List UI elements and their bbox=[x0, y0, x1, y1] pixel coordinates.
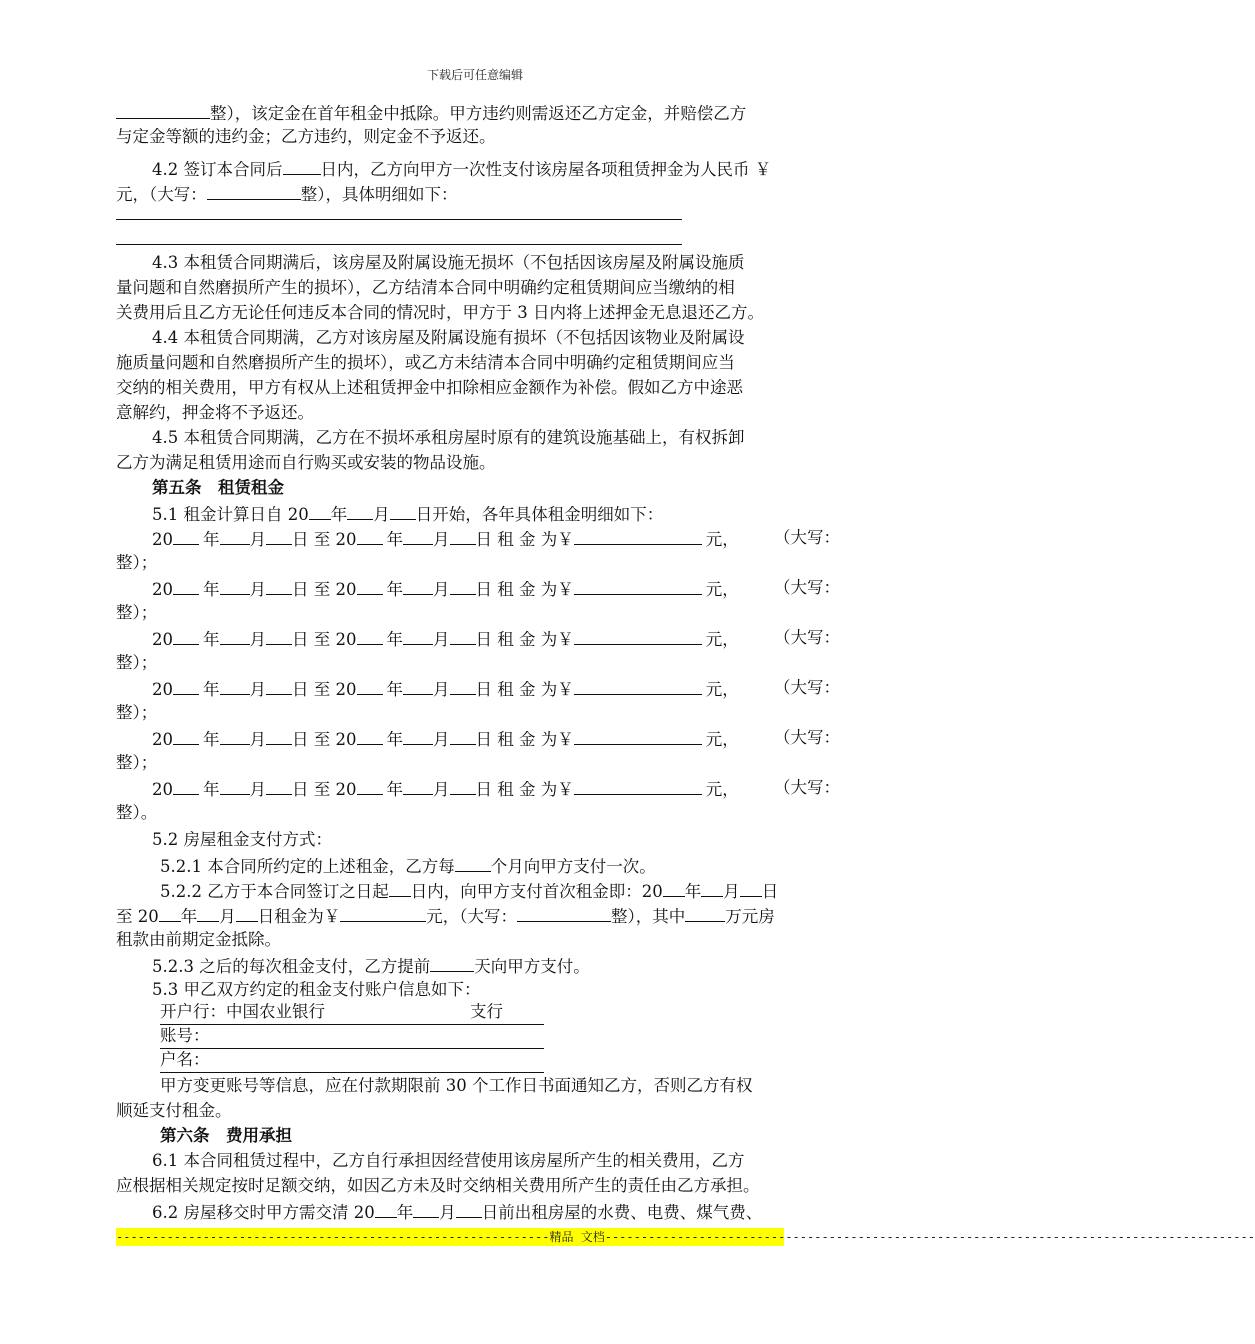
blank-field bbox=[450, 626, 476, 645]
text: 5.2.2 乙方于本合同签订之日起 bbox=[160, 882, 389, 901]
text: 日内，向甲方支付首次租金即：20 bbox=[410, 882, 663, 901]
text: 年 bbox=[386, 680, 403, 699]
text: 整），具体明细如下： bbox=[300, 185, 458, 204]
text: 月 bbox=[219, 907, 236, 926]
clause-4-4-line: 交纳的相关费用，甲方有权从上述租赁押金中扣除相应金额作为补偿。假如乙方中途恶 bbox=[116, 378, 743, 397]
clause-5-2-title: 5.2 房屋租金支付方式： bbox=[152, 830, 332, 849]
footer-dashes-left: ------------------------------------------------------------ bbox=[116, 1230, 550, 1244]
footer-dashes-right: ------------------------------------------------------------------------------------------ bbox=[604, 1230, 1255, 1244]
blank-field bbox=[450, 526, 476, 545]
blank-line bbox=[116, 244, 682, 245]
blank-field bbox=[574, 526, 702, 545]
text: 日 至 20 bbox=[292, 530, 357, 549]
text: 20 bbox=[152, 530, 173, 549]
text: 年 bbox=[203, 680, 220, 699]
text: 月 bbox=[249, 780, 266, 799]
blank-field bbox=[663, 878, 685, 897]
blank-field bbox=[403, 576, 433, 595]
text: 年 bbox=[203, 730, 220, 749]
blank-field bbox=[220, 626, 250, 645]
blank-field bbox=[220, 726, 250, 745]
text: 日 租 金 为￥ bbox=[475, 730, 574, 749]
rent-row bbox=[152, 626, 840, 652]
text: 月 bbox=[249, 730, 266, 749]
text: 月 bbox=[249, 630, 266, 649]
blank-field bbox=[450, 776, 476, 795]
text: 年 bbox=[386, 580, 403, 599]
blank-field bbox=[403, 776, 433, 795]
blank-field bbox=[266, 626, 292, 645]
text: 年 bbox=[386, 630, 403, 649]
clause-6-2-line bbox=[152, 1199, 762, 1225]
blank-field bbox=[220, 526, 250, 545]
text: 日开始，各年具体租金明细如下： bbox=[415, 505, 664, 524]
clause-5-2-2-line1 bbox=[160, 878, 778, 904]
text: 年 bbox=[203, 530, 220, 549]
text: 日 租 金 为￥ bbox=[475, 580, 574, 599]
text: 日 至 20 bbox=[292, 630, 357, 649]
blank-field bbox=[116, 100, 210, 119]
blank-field bbox=[389, 878, 411, 897]
text: 日前出租房屋的水费、电费、煤气费、 bbox=[481, 1203, 763, 1222]
text: 20 bbox=[152, 630, 173, 649]
text: 元，（大写： bbox=[116, 185, 207, 204]
text: 天向甲方支付。 bbox=[474, 957, 590, 976]
text: 月 bbox=[249, 530, 266, 549]
paragraph-line bbox=[116, 100, 746, 126]
clause-4-2-line1 bbox=[152, 156, 771, 182]
account-change-line: 甲方变更账号等信息，应在付款期限前 30 个工作日书面通知乙方，否则乙方有权 bbox=[160, 1076, 753, 1095]
text: 20 bbox=[152, 680, 173, 699]
blank-field bbox=[403, 526, 433, 545]
text: 月 bbox=[439, 1203, 456, 1222]
blank-field bbox=[220, 676, 250, 695]
footer-label: 精品 文档 bbox=[549, 1230, 605, 1244]
text: （大写： bbox=[774, 578, 840, 597]
text: 个月向甲方支付一次。 bbox=[490, 857, 656, 876]
clause-4-5-line: 4.5 本租赁合同期满，乙方在不损坏承租房屋时原有的建筑设施基础上，有权拆卸 bbox=[152, 428, 745, 447]
account-number-field: 账号： bbox=[160, 1024, 544, 1049]
blank-field bbox=[455, 853, 491, 872]
blank-field bbox=[266, 576, 292, 595]
clause-5-2-2-line3: 租款由前期定金抵除。 bbox=[116, 930, 281, 949]
blank-field bbox=[236, 903, 258, 922]
blank-field bbox=[207, 181, 301, 200]
blank-field bbox=[456, 1199, 482, 1218]
blank-field bbox=[357, 626, 383, 645]
text: 日 至 20 bbox=[292, 580, 357, 599]
text: 月 bbox=[249, 580, 266, 599]
text: 元， bbox=[705, 630, 739, 649]
blank-field bbox=[450, 676, 476, 695]
rent-row bbox=[152, 676, 840, 702]
clause-4-5-line: 乙方为满足租赁用途而自行购买或安装的物品设施。 bbox=[116, 453, 496, 472]
rent-row-end: 整）； bbox=[116, 703, 158, 722]
clause-4-3-line: 4.3 本租赁合同期满后，该房屋及附属设施无损坏（不包括因该房屋及附属设施质 bbox=[152, 253, 745, 272]
text: 整），其中 bbox=[611, 907, 686, 926]
rent-row-end: 整）； bbox=[116, 753, 158, 772]
text: 年 bbox=[203, 580, 220, 599]
text: 元， bbox=[705, 530, 739, 549]
blank-field bbox=[220, 776, 250, 795]
blank-field bbox=[701, 878, 723, 897]
text: 开户行：中国农业银行 bbox=[160, 1002, 325, 1021]
text: 月 bbox=[373, 505, 390, 524]
text: 年 bbox=[386, 780, 403, 799]
text: 6.2 房屋移交时甲方需交清 20 bbox=[152, 1203, 375, 1222]
text: 20 bbox=[152, 580, 173, 599]
text: 月 bbox=[723, 882, 740, 901]
text: 年 bbox=[386, 530, 403, 549]
blank-field bbox=[403, 676, 433, 695]
blank-field bbox=[159, 903, 181, 922]
text: 日 租 金 为￥ bbox=[475, 530, 574, 549]
rent-row-end: 整）； bbox=[116, 553, 158, 572]
blank-field bbox=[574, 676, 702, 695]
text: 日 至 20 bbox=[292, 680, 357, 699]
text: （大写： bbox=[774, 778, 840, 797]
blank-field bbox=[517, 903, 611, 922]
text: 元， bbox=[705, 780, 739, 799]
text: 日租金为￥ bbox=[257, 907, 341, 926]
text: 日 bbox=[761, 882, 779, 901]
clause-5-2-1 bbox=[160, 853, 656, 879]
text: （大写： bbox=[774, 728, 840, 747]
clause-5-3: 5.3 甲乙双方约定的租金支付账户信息如下： bbox=[152, 980, 481, 999]
blank-field bbox=[357, 776, 383, 795]
text: 年 bbox=[396, 1203, 414, 1222]
blank-field bbox=[266, 776, 292, 795]
rent-row bbox=[152, 576, 840, 602]
text: 年 bbox=[386, 730, 403, 749]
blank-field bbox=[413, 1199, 439, 1218]
clause-6-1-line: 6.1 本合同租赁过程中，乙方自行承担因经营使用该房屋所产生的相关费用，乙方 bbox=[152, 1151, 745, 1170]
text: 年 bbox=[203, 780, 220, 799]
clause-4-3-line: 量问题和自然磨损所产生的损坏），乙方结清本合同中明确约定租赁期间应当缴纳的相 bbox=[116, 278, 735, 297]
text: 5.2.1 本合同所约定的上述租金，乙方每 bbox=[160, 857, 455, 876]
blank-field bbox=[266, 726, 292, 745]
blank-field bbox=[357, 726, 383, 745]
blank-field bbox=[685, 903, 725, 922]
text: 月 bbox=[433, 530, 450, 549]
text: 年 bbox=[330, 505, 348, 524]
blank-field bbox=[173, 576, 199, 595]
rent-row bbox=[152, 526, 840, 552]
blank-field bbox=[283, 156, 321, 175]
blank-field bbox=[220, 576, 250, 595]
text: 日 至 20 bbox=[292, 730, 357, 749]
text: 20 bbox=[152, 730, 173, 749]
text: （大写： bbox=[774, 528, 840, 547]
text: 年 bbox=[203, 630, 220, 649]
text: 月 bbox=[249, 680, 266, 699]
text: 月 bbox=[433, 780, 450, 799]
text: 整），该定金在首年租金中抵除。甲方违约则需返还乙方定金，并赔偿乙方 bbox=[210, 104, 747, 123]
text: 年 bbox=[180, 907, 198, 926]
text: 月 bbox=[433, 680, 450, 699]
clause-5-2-2-line2 bbox=[116, 903, 775, 929]
text: 元， bbox=[705, 680, 739, 699]
blank-field bbox=[574, 776, 702, 795]
text: 万元房 bbox=[725, 907, 775, 926]
blank-field bbox=[347, 501, 373, 520]
clause-4-4-line: 意解约，押金将不予返还。 bbox=[116, 403, 314, 422]
blank-field bbox=[266, 526, 292, 545]
clause-5-1 bbox=[152, 501, 663, 527]
clause-4-3-line: 关费用后且乙方无论任何违反本合同的情况时，甲方于 3 日内将上述押金无息退还乙方。 bbox=[116, 303, 764, 322]
blank-field bbox=[357, 576, 383, 595]
paragraph-line: 与定金等额的违约金；乙方违约，则定金不予返还。 bbox=[116, 127, 496, 146]
rent-row-end: 整）。 bbox=[116, 803, 158, 822]
text: 支行 bbox=[470, 1002, 503, 1021]
text: 5.2.3 之后的每次租金支付，乙方提前 bbox=[152, 957, 431, 976]
blank-field bbox=[173, 526, 199, 545]
account-change-line: 顺延支付租金。 bbox=[116, 1101, 232, 1120]
blank-field bbox=[740, 878, 762, 897]
blank-field bbox=[403, 626, 433, 645]
text: 5.1 租金计算日自 20 bbox=[152, 505, 309, 524]
text: （大写： bbox=[774, 628, 840, 647]
rent-row bbox=[152, 776, 840, 802]
text: 日 租 金 为￥ bbox=[475, 630, 574, 649]
text: 至 20 bbox=[116, 907, 159, 926]
text: 元，（大写： bbox=[426, 907, 517, 926]
blank-field bbox=[390, 501, 416, 520]
blank-field bbox=[173, 776, 199, 795]
account-bank-field bbox=[160, 1000, 544, 1025]
blank-field bbox=[357, 676, 383, 695]
article-5-heading: 第五条 租赁租金 bbox=[152, 478, 284, 497]
page-header: 下载后可任意编辑 bbox=[426, 68, 523, 82]
blank-field bbox=[173, 726, 199, 745]
account-name-field: 户名： bbox=[160, 1048, 544, 1073]
rent-row bbox=[152, 726, 840, 752]
text: 月 bbox=[433, 580, 450, 599]
blank-field bbox=[450, 576, 476, 595]
text: 月 bbox=[433, 630, 450, 649]
blank-field bbox=[430, 953, 474, 972]
text: （大写： bbox=[774, 678, 840, 697]
text: 20 bbox=[152, 780, 173, 799]
clause-4-2-line2 bbox=[116, 181, 458, 207]
text: 日内，乙方向甲方一次性支付该房屋各项租赁押金为人民币 ￥ bbox=[320, 160, 772, 179]
clause-4-4-line: 施质量问题和自然磨损所产生的损坏），或乙方未结清本合同中明确约定租赁期间应当 bbox=[116, 353, 735, 372]
blank-field bbox=[375, 1199, 397, 1218]
text: 元， bbox=[705, 580, 739, 599]
text: 日 租 金 为￥ bbox=[475, 780, 574, 799]
blank-line bbox=[116, 219, 682, 220]
rent-row-end: 整）； bbox=[116, 653, 158, 672]
blank-field bbox=[266, 676, 292, 695]
text: 日 租 金 为￥ bbox=[475, 680, 574, 699]
blank-field bbox=[574, 726, 702, 745]
clause-6-1-line: 应根据相关规定按时足额交纳，如因乙方未及时交纳相关费用所产生的责任由乙方承担。 bbox=[116, 1176, 760, 1195]
blank-field bbox=[357, 526, 383, 545]
clause-4-4-line: 4.4 本租赁合同期满，乙方对该房屋及附属设施有损坏（不包括因该物业及附属设 bbox=[152, 328, 745, 347]
rent-row-end: 整）； bbox=[116, 603, 158, 622]
blank-field bbox=[403, 726, 433, 745]
footer-banner bbox=[116, 1228, 1255, 1246]
text: 元， bbox=[705, 730, 739, 749]
blank-field bbox=[309, 501, 331, 520]
blank-field bbox=[173, 626, 199, 645]
text: 月 bbox=[433, 730, 450, 749]
blank-field bbox=[450, 726, 476, 745]
blank-field bbox=[340, 903, 426, 922]
blank-field bbox=[574, 626, 702, 645]
blank-field bbox=[197, 903, 219, 922]
text: 日 至 20 bbox=[292, 780, 357, 799]
blank-field bbox=[173, 676, 199, 695]
text: 4.2 签订本合同后 bbox=[152, 160, 283, 179]
article-6-heading: 第六条 费用承担 bbox=[160, 1126, 292, 1145]
blank-field bbox=[574, 576, 702, 595]
text: 年 bbox=[684, 882, 702, 901]
clause-5-2-3 bbox=[152, 953, 590, 979]
